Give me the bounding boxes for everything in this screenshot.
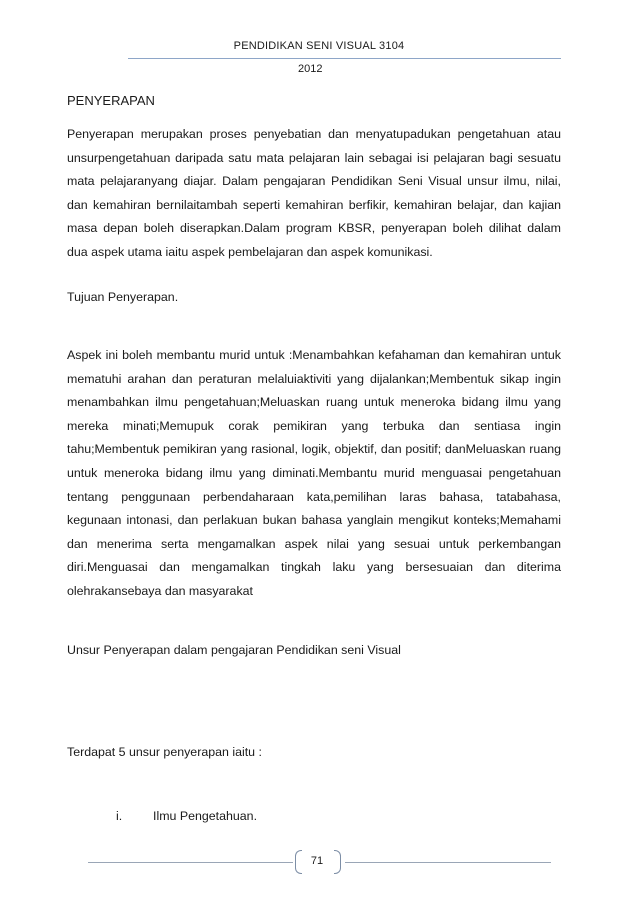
paragraph-terdapat: Terdapat 5 unsur penyerapan iaitu :	[67, 745, 262, 759]
section-heading: PENYERAPAN	[67, 93, 155, 108]
paragraph-aspek: Aspek ini boleh membantu murid untuk :Menambahkan kefahaman dan kemahiran untuk mematuhi arahan dan peraturan melaluiaktiviti yang dijalankan;Membentuk sikap ingin menambahkan ilmu pengetahuan;Meluaskan ruang untuk meneroka bidang ilmu yang mereka minati;Memupuk corak pemikiran yang terbuka dan sentiasa ingin tahu;Membentuk pemikiran yang rasional, logik, objektif, dan positif; danMeluaskan ruang untuk meneroka bidang ilmu yang diminati.Membantu murid menguasai pengetahuan tentang penggunaan perbendaharaan kata,pemilihan laras bahasa, tatabahasa, kegunaan intonasi, dan perlakuan bukan bahasa yanglain mengikut konteks;Memahami dan menerima serta mengamalkan aspek nilai yang sesuai untuk perkembangan diri.Menguasai dan mengamalkan tingkah laku yang bersesuaian dan diterima olehrakansebaya dan masyarakat	[67, 348, 561, 598]
footer-rule-left	[88, 862, 293, 863]
header-title: PENDIDIKAN SENI VISUAL 3104	[233, 40, 405, 52]
header-year: 2012	[298, 63, 323, 75]
page-number: 71	[310, 855, 324, 867]
list-marker: i.	[116, 809, 123, 823]
header-rule	[128, 58, 561, 59]
list-item-text: Ilmu Pengetahuan.	[153, 809, 258, 823]
paragraph-tujuan: Tujuan Penyerapan.	[67, 290, 179, 304]
right-bracket	[334, 850, 341, 874]
paragraph-unsur: Unsur Penyerapan dalam pengajaran Pendidikan seni Visual	[67, 643, 401, 657]
footer-rule-right	[345, 862, 551, 863]
paragraph-penyerapan: Penyerapan merupakan proses penyebatian dan menyatupadukan pengetahuan atau unsurpengetahuan daripada satu mata pelajaran lain sebagai isi pelajaran bagi sesuatu mata pelajaranyang diajar. Dalam pengajaran Pendidikan Seni Visual unsur ilmu, nilai, dan kemahiran bernilaitambah seperti kemahiran berfikir, kemahiran belajar, dan kajian masa depan boleh diserapkan.Dalam program KBSR, penyerapan boleh dilihat dalam dua aspek utama iaitu aspek pembelajaran dan aspek komunikasi.	[67, 127, 561, 259]
